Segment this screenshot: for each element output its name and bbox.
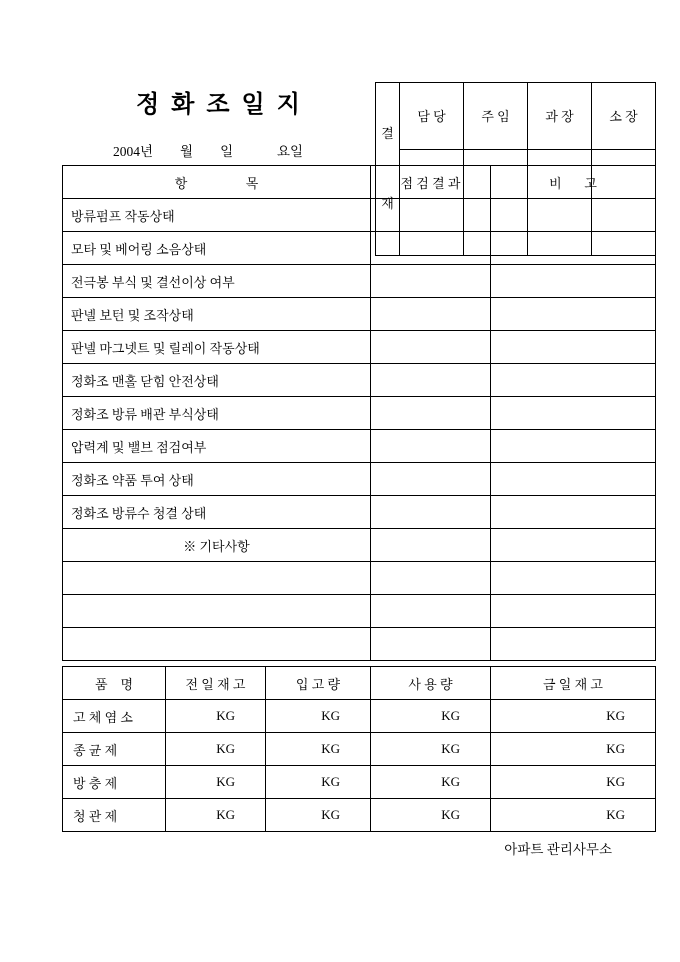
inspection-item: 모타 및 베어링 소음상태 <box>63 232 371 265</box>
stock-row <box>63 766 656 799</box>
result-cell <box>371 298 491 331</box>
stock-prev-value: KG <box>166 799 266 832</box>
stock-item-name: 고 체 염 소 <box>63 700 166 733</box>
empty-row <box>63 595 656 628</box>
approval-col-damdang: 담 당 <box>400 83 464 150</box>
stock-used-value: KG <box>371 733 491 766</box>
approval-col-juim: 주 임 <box>464 83 528 150</box>
result-cell <box>371 199 491 232</box>
inspection-item: 판넬 보턴 및 조작상태 <box>63 298 371 331</box>
stock-header-incoming: 입 고 량 <box>266 667 371 700</box>
stock-incoming-value: KG <box>266 799 371 832</box>
inspection-item: 전극봉 부식 및 결선이상 여부 <box>63 265 371 298</box>
stock-table <box>62 666 656 832</box>
remark-cell <box>491 463 656 496</box>
date-line: 2004년 월 일 요일 <box>113 144 304 159</box>
empty-cell <box>63 595 371 628</box>
table-row <box>63 331 656 364</box>
page-title: 정 화 조 일 지 <box>136 92 303 118</box>
office-signature: 아파트 관리사무소 <box>504 842 612 857</box>
stock-item-name: 방 충 제 <box>63 766 166 799</box>
result-cell <box>371 496 491 529</box>
table-row <box>63 397 656 430</box>
remark-cell <box>491 496 656 529</box>
stock-header-row <box>63 667 656 700</box>
inspection-item: 판넬 마그넷트 및 릴레이 작동상태 <box>63 331 371 364</box>
remark-cell <box>491 430 656 463</box>
remark-cell <box>491 232 656 265</box>
result-cell <box>371 463 491 496</box>
stock-header-name: 품 명 <box>63 667 166 700</box>
stock-item-name: 청 관 제 <box>63 799 166 832</box>
result-cell <box>371 529 491 562</box>
stock-incoming-value: KG <box>266 766 371 799</box>
remark-cell <box>491 529 656 562</box>
approval-label-top: 결 <box>381 126 394 141</box>
empty-cell <box>63 562 371 595</box>
result-cell <box>371 397 491 430</box>
inspection-item: 방류펌프 작동상태 <box>63 199 371 232</box>
result-cell <box>371 430 491 463</box>
empty-cell <box>491 595 656 628</box>
empty-row <box>63 562 656 595</box>
table-row <box>63 430 656 463</box>
remark-cell <box>491 298 656 331</box>
stock-prev-value: KG <box>166 766 266 799</box>
stock-header-used: 사 용 량 <box>371 667 491 700</box>
inspection-header-row <box>63 166 656 199</box>
table-row <box>63 265 656 298</box>
stock-used-value: KG <box>371 766 491 799</box>
stock-header-today: 금 일 재 고 <box>491 667 656 700</box>
table-row <box>63 496 656 529</box>
stock-prev-value: KG <box>166 733 266 766</box>
empty-cell <box>371 595 491 628</box>
stock-prev-value: KG <box>166 700 266 733</box>
etc-label: ※ 기타사항 <box>63 529 371 562</box>
result-cell <box>371 364 491 397</box>
result-cell <box>371 331 491 364</box>
remark-cell <box>491 199 656 232</box>
table-row <box>63 232 656 265</box>
stock-row <box>63 799 656 832</box>
stock-row <box>63 733 656 766</box>
stock-item-name: 종 균 제 <box>63 733 166 766</box>
stock-today-value: KG <box>491 766 656 799</box>
result-cell <box>371 265 491 298</box>
table-row <box>63 298 656 331</box>
approval-col-gwajang: 과 장 <box>528 83 592 150</box>
stock-today-value: KG <box>491 799 656 832</box>
empty-cell <box>371 628 491 661</box>
inspection-header-result: 점 검 결 과 <box>371 166 491 199</box>
empty-cell <box>491 562 656 595</box>
stock-row <box>63 700 656 733</box>
remark-cell <box>491 265 656 298</box>
approval-header-row <box>376 83 656 150</box>
stock-used-value: KG <box>371 700 491 733</box>
table-row <box>63 463 656 496</box>
inspection-item: 정화조 방류 배관 부식상태 <box>63 397 371 430</box>
inspection-item: 정화조 맨홀 닫힘 안전상태 <box>63 364 371 397</box>
remark-cell <box>491 331 656 364</box>
stock-today-value: KG <box>491 733 656 766</box>
result-cell <box>371 232 491 265</box>
inspection-header-remark: 비 고 <box>491 166 656 199</box>
stock-used-value: KG <box>371 799 491 832</box>
approval-col-sojang: 소 장 <box>592 83 656 150</box>
remark-cell <box>491 397 656 430</box>
inspection-item: 정화조 방류수 청결 상태 <box>63 496 371 529</box>
stock-today-value: KG <box>491 700 656 733</box>
table-row <box>63 199 656 232</box>
stock-header-prev: 전 일 재 고 <box>166 667 266 700</box>
empty-cell <box>491 628 656 661</box>
remark-cell <box>491 364 656 397</box>
etc-row <box>63 529 656 562</box>
stock-incoming-value: KG <box>266 733 371 766</box>
empty-cell <box>371 562 491 595</box>
empty-row <box>63 628 656 661</box>
inspection-item: 정화조 약품 투여 상태 <box>63 463 371 496</box>
inspection-item: 압력계 및 밸브 점검여부 <box>63 430 371 463</box>
stock-incoming-value: KG <box>266 700 371 733</box>
approval-label-bottom: 재 <box>381 196 394 211</box>
empty-cell <box>63 628 371 661</box>
table-row <box>63 364 656 397</box>
inspection-header-item: 항 목 <box>63 166 371 199</box>
inspection-table <box>62 165 656 661</box>
